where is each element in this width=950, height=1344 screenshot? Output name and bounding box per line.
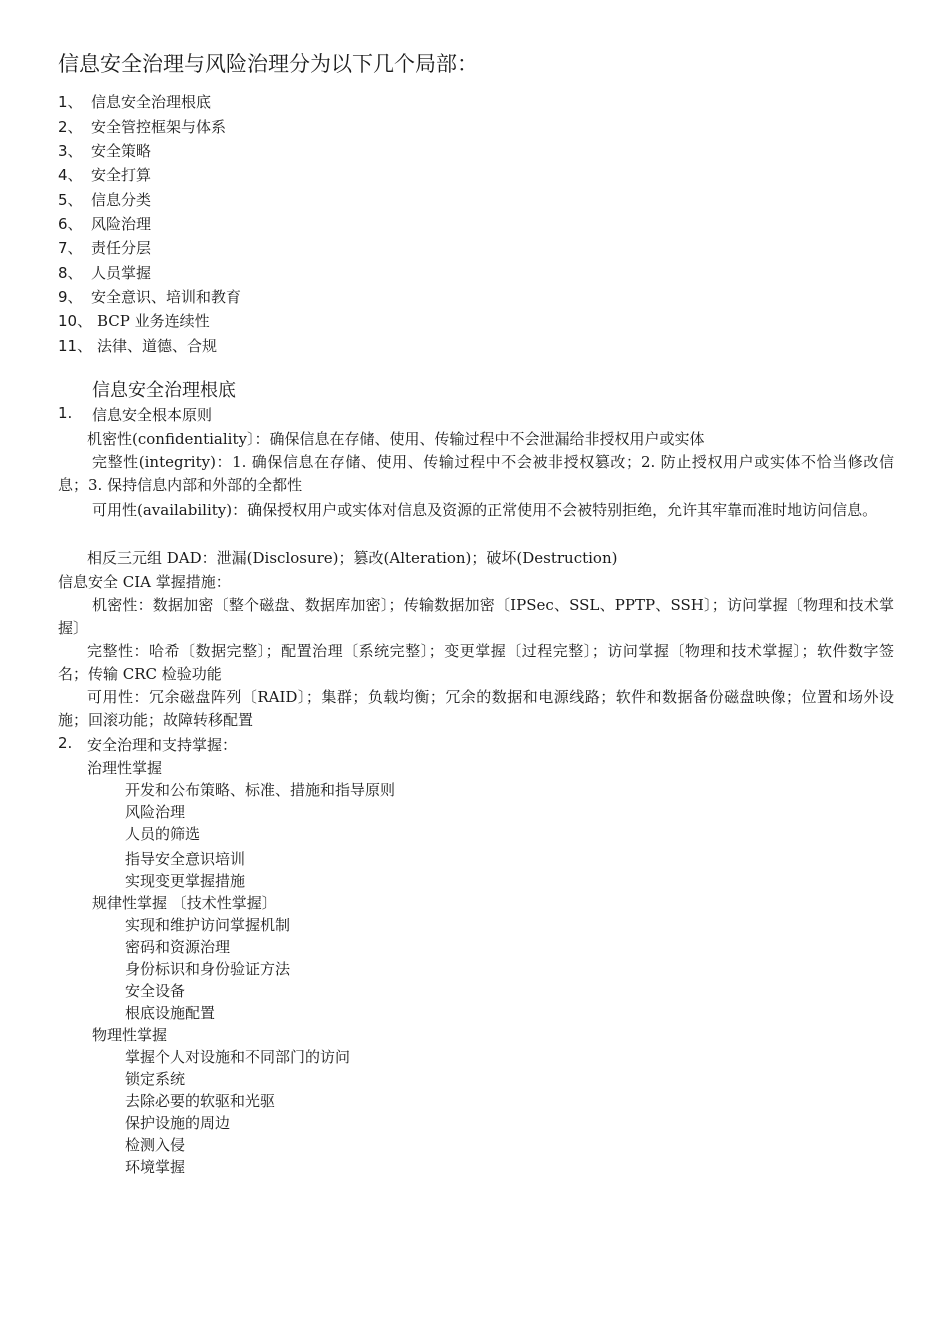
toc-item: 安全打算 [91, 166, 152, 184]
document-title: 信息安全治理与风险治理分为以下几个局部： [58, 52, 478, 76]
toc-item: BCP 业务连续性 [97, 312, 210, 330]
toc-item: 风险治理 [91, 215, 152, 233]
section-number: 2. [58, 734, 73, 752]
list-item: 安全设备 [125, 982, 186, 1000]
list-item: 锁定系统 [125, 1070, 186, 1088]
physical-controls-heading: 物理性掌握 [92, 1026, 168, 1044]
cia-availability-controls: 可用性：冗余磁盘阵列〔RAID〕；集群；负载均衡；冗余的数据和电源线路；软件和数据备份磁盘映像；位置和场外设施；回滚功能；故障转移配置 [58, 688, 894, 729]
toc-item: 人员掌握 [91, 264, 152, 282]
list-item: 实现变更掌握措施 [125, 872, 246, 890]
toc-item: 法律、道德、合规 [97, 337, 218, 355]
section-number: 1. [58, 404, 73, 422]
toc-number: 3、 [58, 142, 83, 160]
availability-definition: 可用性(availability)：确保授权用户或实体对信息及资源的正常使用不会被特别拒绝，允许其牢靠而准时地访问信息。 [92, 501, 878, 519]
toc-number: 4、 [58, 166, 83, 184]
list-item: 检测入侵 [125, 1136, 186, 1154]
toc-number: 10、 [58, 312, 93, 330]
toc-item: 安全策略 [91, 142, 152, 160]
integrity-definition: 完整性(integrity)：1. 确保信息在存储、使用、传输过程中不会被非授权篡改；2. 防止授权用户或实体不恰当修改信息；3. 保持信息内部和外部的全都性 [58, 453, 894, 494]
technical-controls-heading: 规律性掌握 〔技术性掌握〕 [92, 894, 277, 912]
toc-number: 8、 [58, 264, 83, 282]
list-item: 密码和资源治理 [125, 938, 231, 956]
list-item: 风险治理 [125, 803, 186, 821]
subsection-heading: 安全治理和支持掌握： [87, 736, 238, 754]
list-item: 去除必要的软驱和光驱 [125, 1092, 276, 1110]
toc-item: 信息分类 [91, 191, 152, 209]
list-item: 实现和维护访问掌握机制 [125, 916, 291, 934]
toc-number: 9、 [58, 288, 83, 306]
list-item: 保护设施的周边 [125, 1114, 231, 1132]
list-item: 身份标识和身份验证方法 [125, 960, 291, 978]
cia-integrity-controls: 完整性：哈希〔数据完整〕；配置治理〔系统完整〕；变更掌握〔过程完整〕；访问掌握〔物理和技术掌握〕；软件数字签名；传输 CRC 检验功能 [58, 642, 894, 683]
toc-number: 1、 [58, 93, 83, 111]
toc-number: 11、 [58, 337, 93, 355]
cia-heading: 信息安全 CIA 掌握措施： [58, 573, 231, 591]
toc-item: 安全意识、培训和教育 [91, 288, 242, 306]
dad-triad: 相反三元组 DAD：泄漏(Disclosure)；篡改(Alteration)；破坏(Destruction) [87, 549, 618, 567]
toc-item: 安全管控框架与体系 [91, 118, 227, 136]
toc-item: 信息安全治理根底 [91, 93, 212, 111]
toc-number: 6、 [58, 215, 83, 233]
toc-number: 5、 [58, 191, 83, 209]
list-item: 根底设施配置 [125, 1004, 216, 1022]
list-item: 环境掌握 [125, 1158, 186, 1176]
subsection-heading: 信息安全根本原则 [92, 406, 213, 424]
section-heading: 信息安全治理根底 [92, 380, 236, 401]
toc-item: 责任分层 [91, 239, 152, 257]
list-item: 人员的筛选 [125, 825, 201, 843]
cia-confidentiality-controls: 机密性：数据加密〔整个磁盘、数据库加密〕；传输数据加密〔IPSec、SSL、PPTP、SSH〕；访问掌握〔物理和技术掌握〕 [58, 596, 894, 637]
toc-number: 7、 [58, 239, 83, 257]
toc-number: 2、 [58, 118, 83, 136]
list-item: 开发和公布策略、标准、措施和指导原则 [125, 781, 396, 799]
list-item: 掌握个人对设施和不同部门的访问 [125, 1048, 351, 1066]
admin-controls-heading: 治理性掌握 [87, 759, 163, 777]
list-item: 指导安全意识培训 [125, 850, 246, 868]
confidentiality-definition: 机密性(confidentiality〕：确保信息在存储、使用、传输过程中不会泄漏给非授权用户或实体 [87, 430, 705, 448]
